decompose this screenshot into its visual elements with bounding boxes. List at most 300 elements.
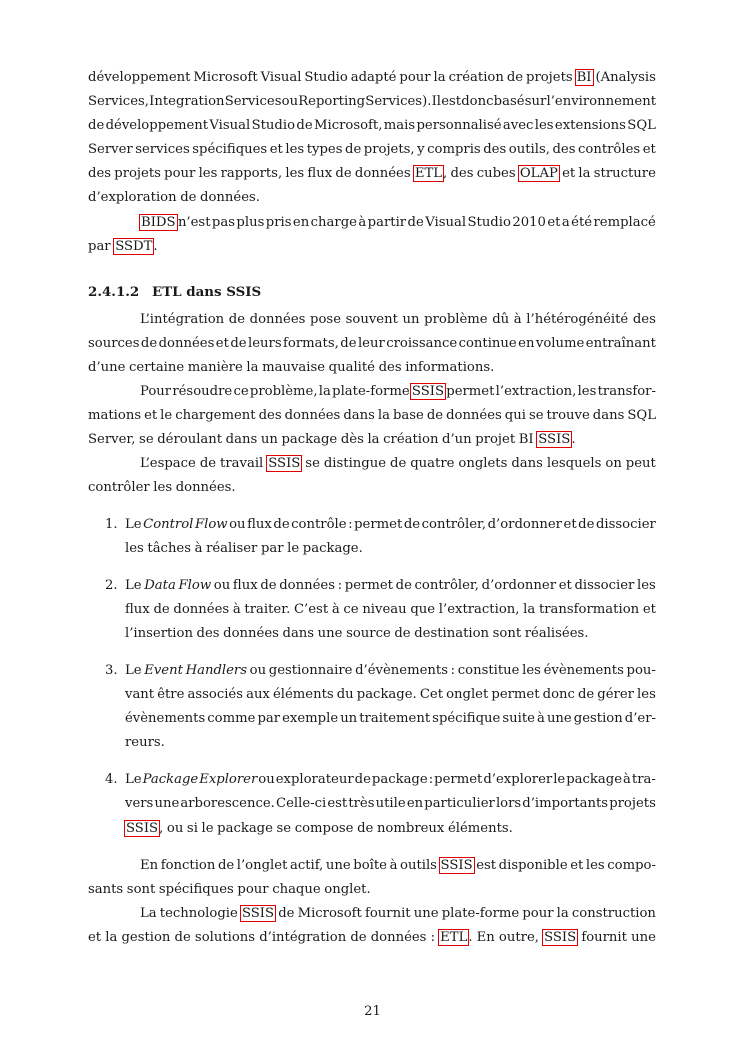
word: services — [135, 142, 190, 158]
word: des — [88, 166, 112, 182]
word: de — [403, 516, 421, 532]
paragraph-bids-description — [88, 66, 656, 211]
glossary-link-ssis[interactable]: SSIS — [411, 384, 444, 400]
word: package — [566, 772, 623, 788]
linked-word — [543, 926, 577, 950]
word: d’intégration — [259, 929, 347, 945]
word: est — [441, 94, 462, 110]
word: boîte — [353, 857, 387, 873]
word: la — [578, 166, 591, 182]
word: transformation — [538, 601, 640, 617]
word: des — [632, 311, 656, 327]
word: de — [174, 929, 191, 945]
word: : — [348, 516, 353, 532]
text-line — [125, 792, 656, 816]
word: ou — [213, 577, 231, 593]
word: l’extraction, — [495, 384, 577, 400]
word: à — [623, 772, 631, 788]
text-line — [125, 574, 656, 598]
word: Microsoft — [297, 905, 362, 921]
word: de — [199, 456, 217, 472]
word: sont — [126, 881, 156, 897]
word: Flow — [194, 516, 228, 532]
text-line — [125, 707, 656, 731]
word: Event — [144, 662, 183, 678]
word: Studio — [251, 118, 296, 134]
word: ce — [233, 384, 249, 400]
word: onglets — [458, 456, 508, 472]
glossary-link-bids[interactable]: BIDS — [141, 214, 176, 230]
text-line — [88, 878, 656, 902]
word: arborescence. — [180, 796, 275, 812]
word: de — [88, 118, 105, 134]
glossary-link-etl[interactable]: ETL — [440, 929, 468, 945]
paragraph-ssis-platform — [88, 380, 656, 452]
word: sur — [524, 94, 547, 110]
word: remplacé — [593, 214, 656, 230]
word: dissocier — [574, 577, 635, 593]
word: pou- — [626, 662, 656, 678]
linked-word — [576, 66, 593, 90]
word: données — [249, 311, 306, 327]
word: données — [354, 166, 411, 182]
linked-word: SSIS. — [538, 432, 576, 448]
word: SQL — [627, 118, 656, 134]
word: Le — [125, 772, 142, 788]
word: niveau — [362, 601, 407, 617]
word: éléments — [272, 687, 334, 703]
word: quatre — [410, 456, 455, 472]
word: l’hétérogénéité — [526, 311, 629, 327]
word: vant — [125, 687, 155, 703]
word: par — [260, 540, 284, 556]
word: destination — [414, 625, 490, 641]
word: une — [413, 905, 439, 921]
word: à — [232, 601, 241, 617]
word: de — [273, 516, 290, 532]
word: les — [637, 577, 656, 593]
word: leur — [357, 335, 385, 351]
word: de — [180, 190, 197, 206]
word: vers — [125, 796, 154, 812]
word: permet — [446, 384, 495, 400]
paragraph-ssis-technology — [88, 902, 656, 950]
word: mauvaise — [262, 359, 326, 375]
word: traitement — [359, 711, 431, 727]
word: adapté — [350, 70, 397, 85]
word: de — [140, 335, 158, 351]
word: source — [346, 625, 391, 641]
word: package — [371, 772, 428, 788]
word: spécifiques — [192, 142, 268, 158]
word: permet — [344, 577, 393, 593]
glossary-link-ssis[interactable]: SSIS — [544, 929, 577, 945]
text-line — [88, 380, 656, 404]
word: utile — [375, 796, 406, 812]
word: Le — [125, 662, 142, 678]
word: Explorer — [199, 772, 258, 788]
paragraph-integration-problem — [88, 308, 656, 380]
word: structure — [593, 166, 656, 182]
word: Integration — [149, 94, 225, 110]
word: éléments. — [447, 820, 513, 836]
text-line — [88, 162, 656, 186]
list-item — [88, 574, 656, 646]
word: spécifiques — [158, 881, 234, 897]
word: le — [201, 820, 214, 836]
word: de — [354, 772, 371, 788]
word: projet — [475, 432, 516, 448]
word: Le — [125, 577, 142, 593]
word: l’environnement — [546, 94, 656, 110]
word: évènements — [543, 662, 624, 678]
word: onglet — [446, 687, 489, 703]
word: été — [571, 214, 593, 230]
word: constitue — [457, 662, 520, 678]
word: permet — [434, 772, 483, 788]
text-line — [88, 332, 656, 356]
word: et — [562, 166, 576, 182]
ssis-tabs-list — [88, 513, 656, 841]
word: de — [260, 577, 277, 593]
word: des — [196, 625, 220, 641]
linked-word — [241, 902, 275, 926]
list-item — [88, 659, 656, 755]
linked-word — [519, 162, 559, 186]
word: les — [585, 857, 605, 873]
word: les — [153, 480, 173, 496]
text-line — [88, 902, 656, 926]
word: pas — [211, 214, 235, 230]
word: gérer — [597, 687, 634, 703]
word: construction — [571, 905, 656, 921]
word: de — [217, 857, 235, 873]
word: des — [378, 359, 402, 375]
word: la — [433, 70, 446, 85]
word: très — [348, 796, 375, 812]
word: en — [518, 335, 535, 351]
text-line — [88, 926, 656, 950]
word: La — [140, 905, 157, 921]
word: d’ordonner — [487, 516, 562, 532]
word: contrôler, — [414, 577, 479, 593]
word: de — [426, 408, 444, 424]
word: compo- — [607, 857, 656, 873]
glossary-link-ssis[interactable]: SSIS — [126, 820, 159, 836]
word: et — [547, 214, 561, 230]
word: contrôles — [578, 142, 641, 158]
word: dans — [511, 456, 543, 472]
word: spécifique — [432, 711, 501, 727]
word: les — [125, 540, 144, 556]
paragraph-bids-replaced — [88, 211, 656, 259]
word: Control — [143, 516, 194, 532]
word: les — [198, 166, 218, 182]
list-item-number: 3. — [105, 662, 118, 678]
word: un — [260, 432, 278, 448]
word: de — [228, 311, 246, 327]
text-line — [125, 622, 656, 646]
word: leurs — [248, 335, 282, 351]
word: avec — [502, 118, 534, 134]
word: les — [534, 118, 554, 134]
word: de — [394, 625, 411, 641]
linked-word: ETL, — [414, 166, 448, 182]
word: En — [140, 857, 159, 873]
glossary-link-ssis[interactable]: SSIS — [241, 905, 275, 921]
word: : — [337, 577, 343, 593]
word: suite — [502, 711, 535, 727]
word: trouve — [546, 408, 590, 424]
word: : — [450, 662, 456, 678]
word: et — [563, 516, 577, 532]
word: Visual — [209, 118, 251, 134]
word: (Analysis — [595, 70, 656, 85]
word: problème, — [249, 384, 318, 400]
word: partir — [367, 214, 407, 230]
word: les — [522, 662, 541, 678]
word: dissocier — [595, 516, 656, 532]
word: permet — [354, 516, 403, 532]
word: la — [105, 929, 118, 945]
section-title: ETL dans SSIS — [152, 283, 262, 300]
word: mais — [383, 118, 416, 134]
word: peut — [625, 456, 656, 472]
glossary-link-ssdt[interactable]: SSDT — [115, 238, 153, 254]
word: d’ordonner — [481, 577, 557, 593]
word: en — [292, 214, 310, 230]
glossary-link-ssis[interactable]: SSIS — [538, 432, 571, 448]
word: lesquels — [546, 456, 602, 472]
word: lors — [495, 796, 522, 812]
linked-word — [440, 854, 474, 878]
word: Services — [224, 94, 282, 110]
word: de — [407, 214, 424, 230]
text-line — [88, 235, 656, 259]
word: package — [217, 820, 273, 836]
word: Microsoft — [193, 70, 258, 85]
word: une — [154, 796, 180, 812]
text-line — [88, 138, 656, 162]
word: les — [637, 687, 656, 703]
word: les — [285, 166, 305, 182]
word: Handlers — [185, 662, 247, 678]
word: une — [317, 625, 343, 641]
word: à — [194, 540, 203, 556]
word: En — [476, 929, 495, 945]
linked-word: SSDT. — [115, 238, 158, 254]
section-number: 2.4.1.2 — [88, 283, 140, 300]
word: réaliser — [206, 540, 258, 556]
word: des — [552, 142, 576, 158]
word: cubes — [476, 166, 516, 182]
word: à — [513, 311, 522, 327]
word: pour — [164, 166, 196, 182]
word: des — [450, 166, 474, 182]
word: croissance — [386, 335, 458, 351]
word: actif, — [289, 857, 324, 873]
word: explorateur — [275, 772, 354, 788]
word: dès — [340, 432, 364, 448]
word: données — [173, 601, 230, 617]
word: dans — [343, 408, 375, 424]
word: d’explorer — [483, 772, 553, 788]
word: et — [642, 142, 656, 158]
list-item — [88, 768, 656, 840]
word: personnalisé — [416, 118, 502, 134]
word: un — [340, 711, 358, 727]
word: création — [448, 70, 504, 85]
word: ou — [249, 662, 267, 678]
glossary-link-ssis[interactable]: SSIS — [440, 857, 473, 873]
word: pose — [310, 311, 342, 327]
word: développement — [105, 118, 209, 134]
word: Il — [431, 94, 442, 110]
word: Microsoft, — [313, 118, 383, 134]
word: outils — [400, 857, 437, 873]
word: outils, — [508, 142, 550, 158]
word: à — [331, 601, 340, 617]
word: flux — [125, 601, 150, 617]
word: gestion — [121, 929, 171, 945]
word: base — [392, 408, 424, 424]
text-line — [125, 731, 656, 755]
word: solutions — [194, 929, 256, 945]
word: L’espace — [140, 456, 196, 472]
word: Cet — [419, 687, 444, 703]
word: qui — [504, 408, 526, 424]
text-line — [88, 308, 656, 332]
glossary-link-bi[interactable]: BI — [576, 70, 592, 85]
word: de — [340, 335, 357, 351]
paragraph-ssis-workspace — [88, 452, 656, 500]
word: pour — [237, 881, 269, 897]
list-item-number: 4. — [105, 772, 118, 788]
word: un — [402, 311, 420, 327]
word: Flow — [178, 577, 212, 593]
word: est — [327, 796, 348, 812]
word: l’extraction, — [438, 601, 520, 617]
word: à — [358, 214, 367, 230]
word: donc — [542, 687, 575, 703]
word: plate-forme — [441, 905, 520, 921]
word: plate-forme — [332, 384, 410, 400]
word: se — [139, 432, 154, 448]
word: déroulant — [157, 432, 223, 448]
word: Visual — [425, 214, 467, 230]
linked-word — [411, 380, 445, 404]
word: Services). — [365, 94, 432, 110]
word: fournit — [364, 905, 411, 921]
word: résoudre — [172, 384, 233, 400]
word: onglet. — [324, 881, 371, 897]
word: se — [276, 820, 292, 836]
word: une — [546, 711, 572, 727]
word: et — [88, 929, 102, 945]
glossary-link-olap[interactable]: OLAP — [519, 166, 558, 182]
word: reurs. — [125, 735, 165, 751]
word: pour — [399, 70, 431, 85]
word: C’est — [293, 601, 329, 617]
word: charge — [310, 214, 357, 230]
list-item-number: 1. — [105, 516, 118, 532]
word: types — [306, 142, 343, 158]
word: et — [215, 335, 229, 351]
word: si — [186, 820, 198, 836]
glossary-link-etl[interactable]: ETL — [414, 166, 443, 182]
word: outre, — [498, 929, 539, 945]
word: en — [406, 796, 424, 812]
word: de — [577, 687, 595, 703]
word: nombreux — [376, 820, 445, 836]
word: les — [285, 142, 305, 158]
word: fournit — [581, 929, 627, 945]
word: Celle-ci — [276, 796, 327, 812]
word: flux — [307, 166, 333, 182]
text-line — [125, 513, 656, 537]
word: basé — [493, 94, 525, 110]
word: de — [350, 929, 367, 945]
text-line — [125, 659, 656, 683]
word: se — [528, 408, 544, 424]
word: manière — [187, 359, 243, 375]
word: Reporting — [298, 94, 366, 110]
word: chargement — [175, 408, 256, 424]
paragraph-toolbox — [88, 854, 656, 902]
word: technologie — [159, 905, 238, 921]
word: données. — [175, 480, 236, 496]
word: tâches — [147, 540, 192, 556]
word: est — [476, 857, 497, 873]
word: et — [144, 408, 158, 424]
linked-word: ETL. — [440, 929, 473, 945]
linked-word — [267, 452, 301, 476]
word: être — [157, 687, 185, 703]
word: du — [336, 687, 354, 703]
glossary-link-ssis[interactable]: SSIS — [268, 456, 301, 472]
word: package. — [302, 540, 363, 556]
text-line — [125, 683, 656, 707]
word: d’un — [442, 432, 472, 448]
word: la — [318, 384, 331, 400]
word: données — [446, 408, 502, 424]
word: d’importants — [522, 796, 609, 812]
word: sants — [88, 881, 124, 897]
word: permet — [491, 687, 540, 703]
word: données. — [200, 190, 260, 206]
word: à — [537, 711, 545, 727]
word: d’une — [88, 359, 126, 375]
word: Server, — [88, 432, 136, 448]
word: certaine — [129, 359, 185, 375]
word: projets — [609, 796, 656, 812]
word: de — [153, 601, 170, 617]
word: le — [287, 540, 300, 556]
word: de — [335, 166, 352, 182]
word: données — [223, 625, 279, 641]
word: on — [605, 456, 622, 472]
word: fonction — [160, 857, 216, 873]
word: et — [558, 577, 572, 593]
word: sont — [492, 625, 522, 641]
word: disponible — [498, 857, 568, 873]
text-line — [88, 90, 656, 114]
word: projets — [114, 166, 161, 182]
word: a — [561, 214, 570, 230]
word: par — [88, 238, 111, 254]
word: Studio — [304, 70, 348, 85]
word: 2010 — [512, 214, 546, 230]
